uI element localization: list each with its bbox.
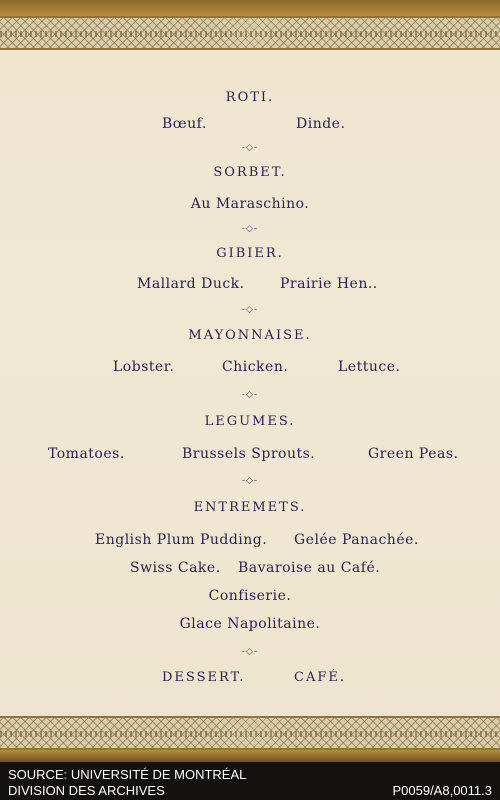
separator: -◇-	[241, 305, 258, 315]
menu-item: English Plum Pudding.	[95, 532, 268, 548]
section-heading-gibier: GIBIER.	[216, 246, 284, 261]
menu-item: Swiss Cake.	[130, 560, 221, 576]
roti-items	[0, 116, 500, 136]
separator: -◇-	[241, 143, 258, 153]
section-heading-sorbet: SORBET.	[213, 165, 287, 180]
final-courses	[0, 670, 500, 690]
gilded-edge-bottom	[0, 750, 500, 762]
separator: -◇-	[241, 390, 258, 400]
separator: -◇-	[241, 476, 258, 486]
entremets-row-1	[0, 532, 500, 552]
source-credit: SOURCE: UNIVERSITÉ DE MONTRÉAL	[8, 767, 247, 782]
archive-caption-bar	[0, 762, 500, 800]
dessert-heading: DESSERT.	[162, 670, 246, 685]
cafe-heading: CAFÉ.	[294, 670, 346, 685]
gilded-edge-top	[0, 0, 500, 16]
menu-item: Glace Napolitaine.	[179, 616, 321, 632]
gibier-items	[0, 276, 500, 296]
menu-item: Lobster.	[113, 359, 175, 375]
division-credit: DIVISION DES ARCHIVES	[8, 783, 165, 798]
mayonnaise-items	[0, 359, 500, 379]
greek-key-pattern	[0, 731, 500, 737]
decorative-border-bottom	[0, 716, 500, 750]
menu-item: Prairie Hen..	[280, 276, 378, 292]
menu-item: Bavaroise au Café.	[238, 560, 381, 576]
menu-item: Au Maraschino.	[190, 196, 310, 212]
section-heading-roti: ROTI.	[225, 90, 275, 105]
menu-item: Confiserie.	[208, 588, 292, 604]
menu-item: Dinde.	[296, 116, 346, 132]
menu-item: Mallard Duck.	[137, 276, 245, 292]
section-heading-mayonnaise: MAYONNAISE.	[188, 328, 312, 343]
decorative-border-top	[0, 16, 500, 50]
menu-item: Chicken.	[222, 359, 289, 375]
entremets-row-2	[0, 560, 500, 580]
greek-key-pattern	[0, 31, 500, 37]
menu-item: Bœuf.	[162, 116, 207, 132]
legumes-items	[0, 446, 500, 466]
separator: -◇-	[241, 647, 258, 657]
section-heading-legumes: LEGUMES.	[204, 414, 296, 429]
menu-item: Gelée Panachée.	[294, 532, 419, 548]
section-heading-entremets: ENTREMETS.	[193, 500, 307, 515]
menu-item: Lettuce.	[338, 359, 401, 375]
menu-item: Green Peas.	[368, 446, 459, 462]
menu-item: Tomatoes.	[48, 446, 125, 462]
archive-reference: P0059/A8,0011.3	[392, 783, 492, 798]
menu-item: Brussels Sprouts.	[182, 446, 316, 462]
separator: -◇-	[241, 224, 258, 234]
